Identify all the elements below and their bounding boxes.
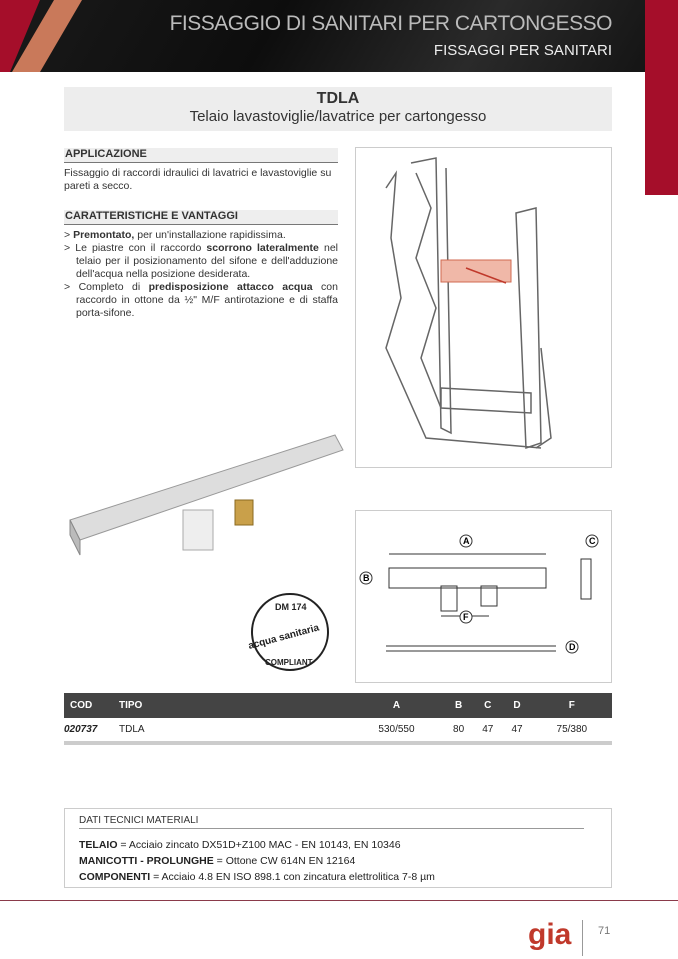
footer-divider bbox=[582, 920, 583, 956]
material-data-heading: DATI TECNICI MATERIALI bbox=[79, 815, 584, 829]
side-band bbox=[645, 0, 678, 195]
material-row: COMPONENTI = Acciaio 4.8 EN ISO 898.1 con zincatura elettrolitica 7-8 µm bbox=[79, 871, 435, 883]
material-data-box bbox=[64, 808, 612, 888]
cell-b: 80 bbox=[444, 718, 473, 743]
svg-text:DM 174: DM 174 bbox=[275, 602, 307, 612]
svg-text:B: B bbox=[363, 573, 370, 583]
svg-text:D: D bbox=[569, 642, 576, 652]
svg-text:C: C bbox=[589, 536, 596, 546]
page-number: 71 bbox=[598, 925, 611, 937]
col-b: B bbox=[444, 693, 473, 718]
product-photo bbox=[65, 425, 345, 565]
frame-drawing-icon bbox=[356, 148, 613, 469]
col-f: F bbox=[532, 693, 612, 718]
col-cod: COD bbox=[64, 693, 119, 718]
product-description: Telaio lavastoviglie/lavatrice per cartongesso bbox=[189, 108, 487, 125]
brand-logo: gia bbox=[528, 918, 572, 951]
compliance-stamp bbox=[245, 590, 335, 675]
col-d: D bbox=[502, 693, 531, 718]
cell-a: 530/550 bbox=[349, 718, 444, 743]
feature-item: > Completo di predisposizione attacco acqua con raccordo in ottone da ½" M/F antirotazione e di staffa porta-sifone. bbox=[64, 281, 338, 319]
svg-text:A: A bbox=[463, 536, 470, 546]
subcategory-title: FISSAGGI PER SANITARI bbox=[433, 42, 612, 59]
col-c: C bbox=[473, 693, 502, 718]
col-a: A bbox=[349, 693, 444, 718]
page-header bbox=[0, 0, 678, 72]
table-row bbox=[64, 718, 612, 743]
cell-d: 47 bbox=[502, 718, 531, 743]
table-header-row bbox=[64, 693, 612, 718]
svg-text:COMPLIANT: COMPLIANT bbox=[265, 658, 313, 667]
cell-c: 47 bbox=[473, 718, 502, 743]
feature-item: > Premontato, per un'installazione rapidissima. bbox=[64, 229, 286, 241]
material-row: TELAIO = Acciaio zincato DX51D+Z100 MAC - EN 10143, EN 10346 bbox=[79, 839, 401, 851]
footer-line bbox=[0, 900, 678, 901]
applicazione-section bbox=[64, 148, 338, 193]
cell-cod: 020737 bbox=[64, 718, 119, 743]
svg-text:acqua sanitaria: acqua sanitaria bbox=[247, 622, 321, 652]
product-code: TDLA bbox=[316, 90, 360, 107]
col-tipo: TIPO bbox=[119, 693, 349, 718]
cell-tipo: TDLA bbox=[119, 718, 349, 743]
material-row: MANICOTTI - PROLUNGHE = Ottone CW 614N EN 12164 bbox=[79, 855, 356, 867]
caratteristiche-section bbox=[64, 210, 338, 320]
category-title: FISSAGGIO DI SANITARI PER CARTONGESSO bbox=[169, 12, 612, 35]
svg-text:F: F bbox=[463, 612, 469, 622]
installation-drawing bbox=[355, 147, 612, 468]
dimension-diagram bbox=[355, 510, 612, 683]
caratteristiche-heading: CARATTERISTICHE E VANTAGGI bbox=[64, 210, 338, 225]
product-table bbox=[64, 693, 612, 745]
applicazione-heading: APPLICAZIONE bbox=[64, 148, 338, 163]
cell-f: 75/380 bbox=[532, 718, 612, 743]
product-title-box bbox=[64, 87, 612, 131]
applicazione-text: Fissaggio di raccordi idraulici di lavatrici e lavastoviglie su pareti a secco. bbox=[64, 167, 332, 192]
feature-item: > Le piastre con il raccordo scorrono lateralmente nel telaio per il posizionamento del sifone e dell'adduzione dell'acqua nella posizione desiderata. bbox=[64, 242, 338, 280]
